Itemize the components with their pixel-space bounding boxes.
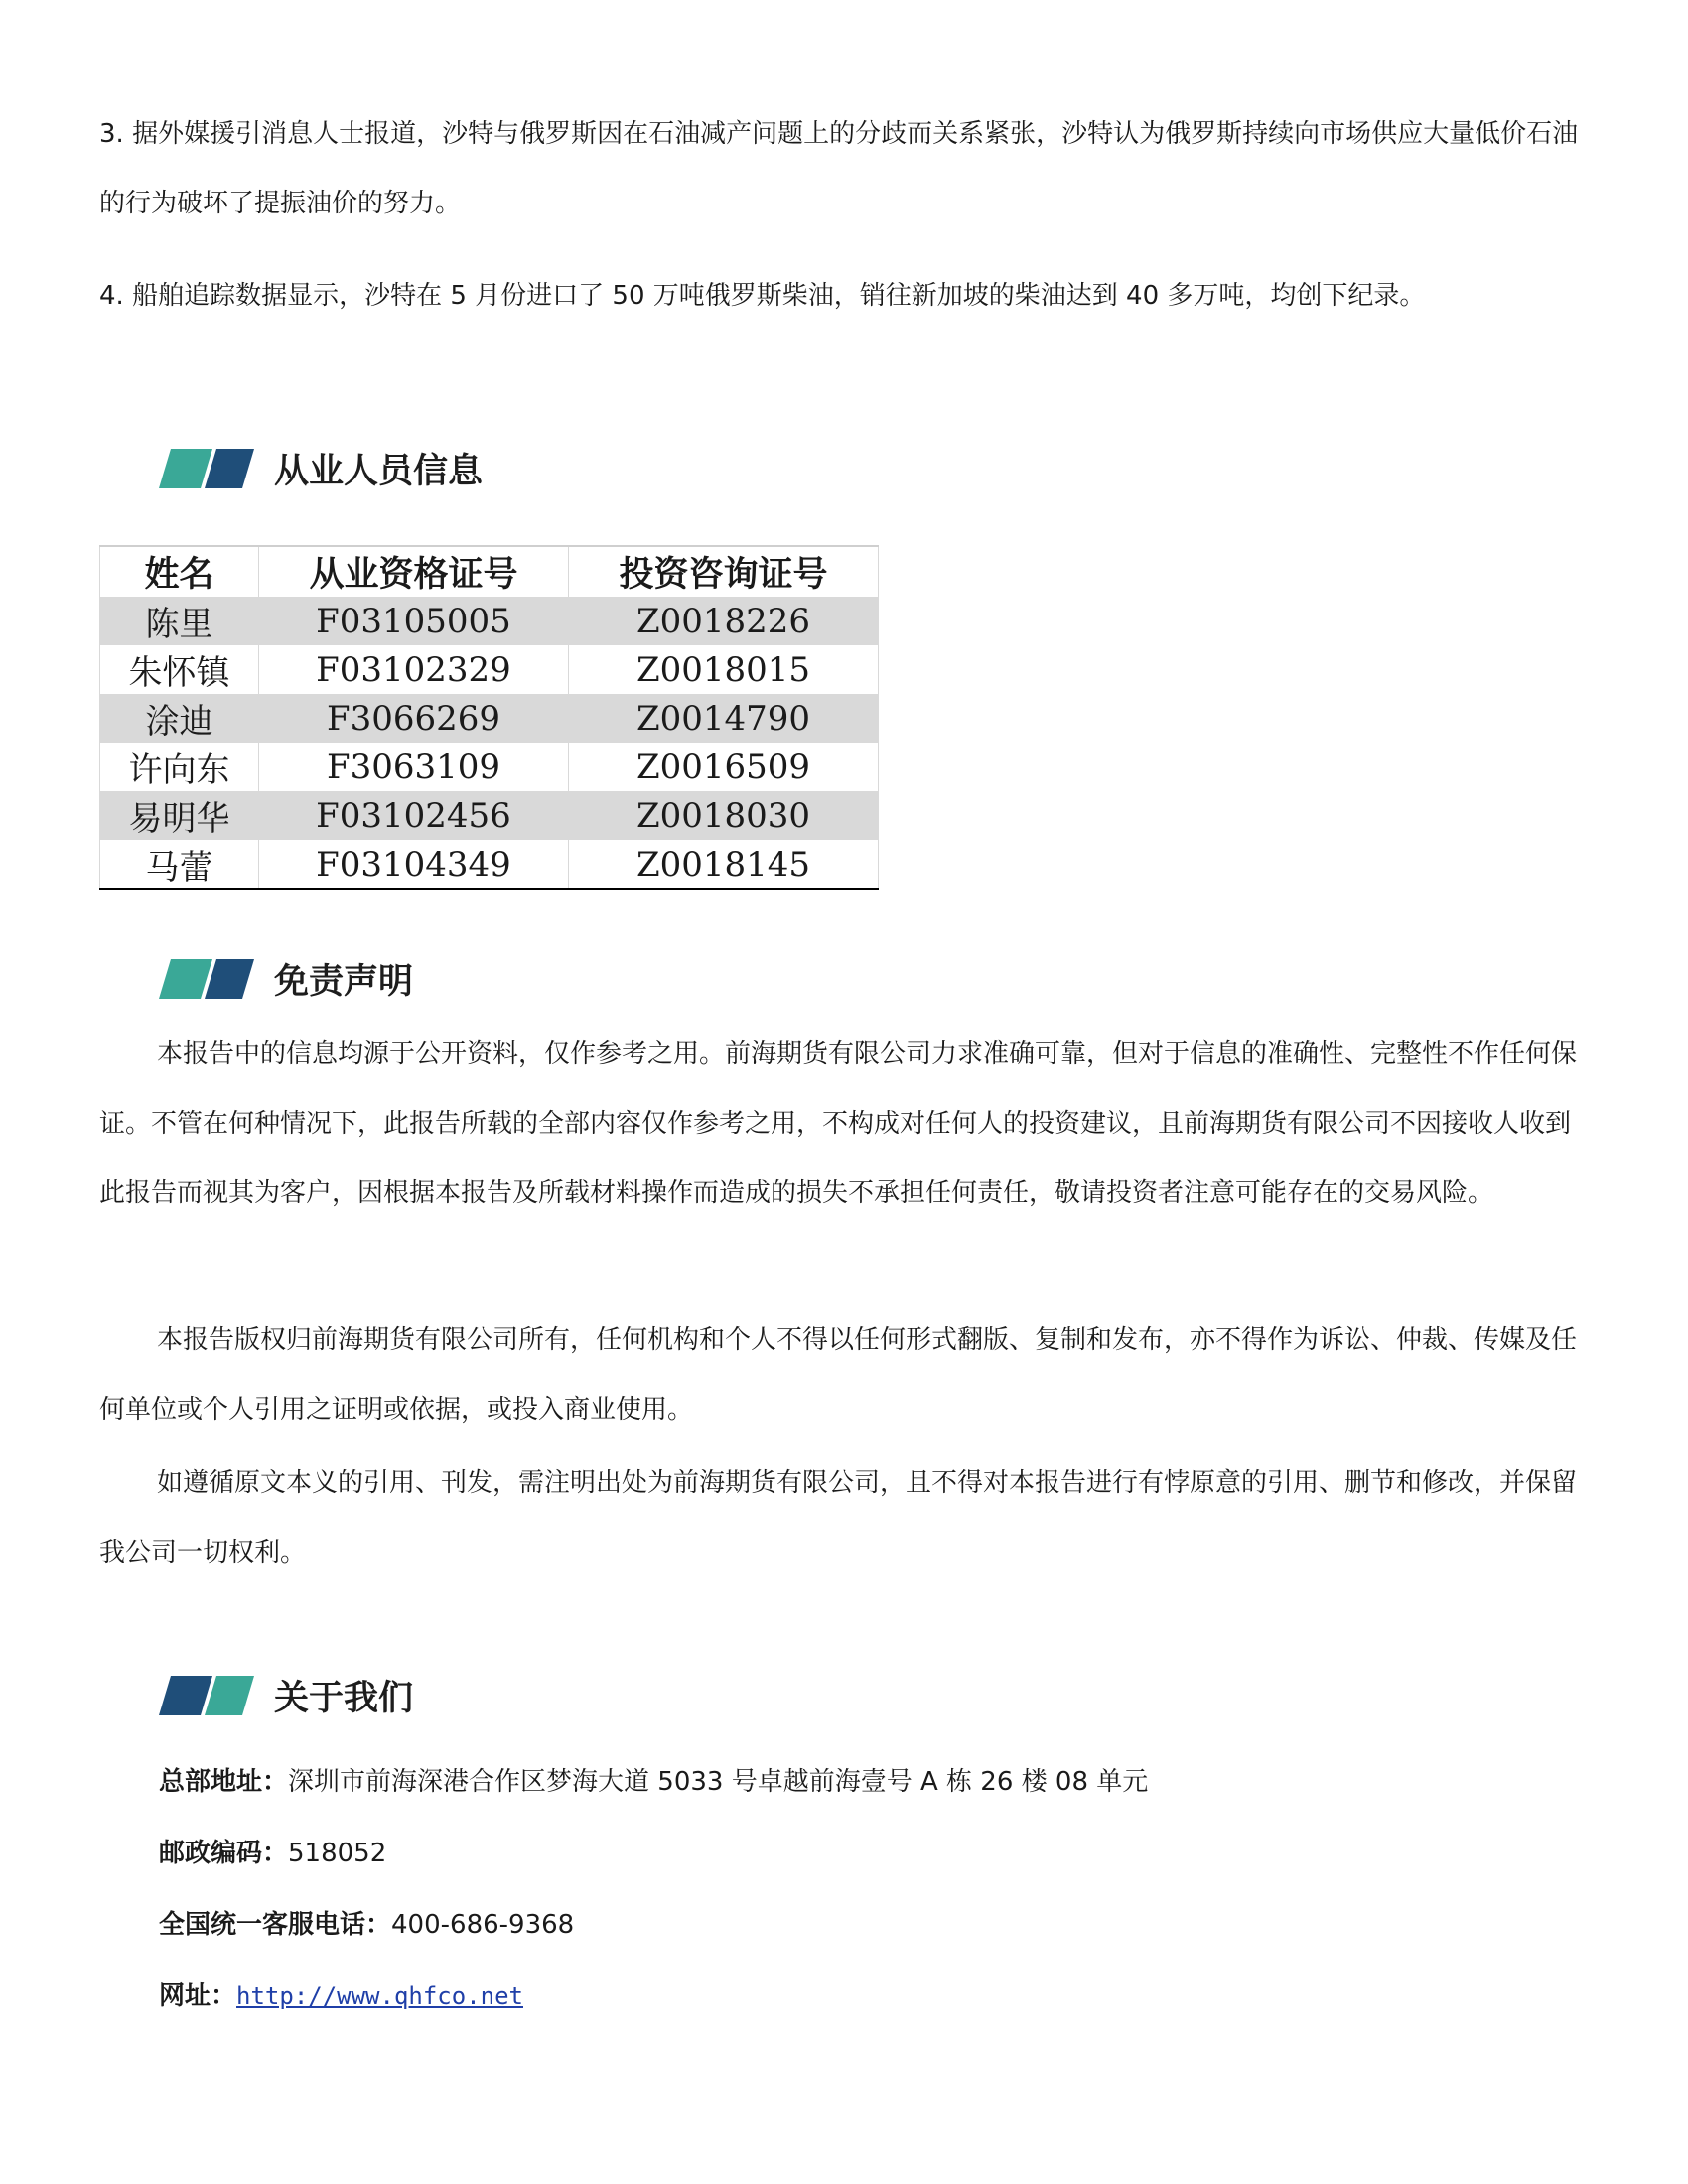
about-section-header	[159, 1671, 413, 1720]
section-title-disclaimer: 免责声明	[274, 962, 414, 1002]
consulting-number: Z0018015	[569, 645, 879, 694]
column-header-qualification: 从业资格证号	[259, 546, 569, 597]
disclaimer-paragraph-3: 如遵循原文本义的引用、刊发，需注明出处为前海期货有限公司，且不得对本报告进行有悖原意的引用、删节和修改，并保留我公司一切权利。	[99, 1468, 1578, 1568]
phone-line	[159, 1905, 574, 1945]
consulting-number: Z0014790	[569, 694, 879, 743]
staff-section-header	[159, 444, 483, 493]
disclaimer-section-header	[159, 954, 413, 1004]
address-line	[159, 1762, 1148, 1802]
consulting-number: Z0018226	[569, 597, 879, 645]
news-item-4: 4. 船舶追踪数据显示，沙特在 5 月份进口了 50 万吨俄罗斯柴油，销往新加坡的柴油达到 40 多万吨，均创下纪录。	[99, 281, 1426, 311]
staff-name: 许向东	[100, 743, 259, 791]
staff-name: 朱怀镇	[100, 645, 259, 694]
qualification-number: F03104349	[259, 840, 569, 889]
disclaimer-paragraph-2: 本报告版权归前海期货有限公司所有，任何机构和个人不得以任何形式翻版、复制和发布，亦不得作为诉讼、仲裁、传媒及任何单位或个人引用之证明或依据，或投入商业使用。	[99, 1325, 1578, 1425]
website-line	[159, 1977, 523, 2016]
qualification-number: F03105005	[259, 597, 569, 645]
website-link[interactable]: http://www.qhfco.net	[236, 1982, 523, 2010]
table-row	[100, 645, 879, 694]
section-title-about: 关于我们	[274, 1679, 414, 1718]
consulting-number: Z0018145	[569, 840, 879, 889]
staff-table	[99, 545, 879, 890]
qualification-number: F3063109	[259, 743, 569, 791]
table-row	[100, 597, 879, 645]
qualification-number: F3066269	[259, 694, 569, 743]
section-marker-icon	[159, 447, 254, 490]
phone-value: 400-686-9368	[391, 1910, 575, 1940]
section-marker-icon	[159, 1674, 254, 1717]
postcode-label: 邮政编码：	[159, 1839, 289, 1868]
address-label: 总部地址：	[159, 1767, 289, 1797]
table-row	[100, 743, 879, 791]
table-row	[100, 791, 879, 840]
staff-name: 易明华	[100, 791, 259, 840]
table-header-row	[100, 546, 879, 597]
website-label: 网址：	[159, 1981, 237, 2011]
postcode-line	[159, 1834, 386, 1873]
consulting-number: Z0016509	[569, 743, 879, 791]
address-value: 深圳市前海深港合作区梦海大道 5033 号卓越前海壹号 A 栋 26 楼 08 单元	[288, 1767, 1149, 1797]
consulting-number: Z0018030	[569, 791, 879, 840]
disclaimer-paragraph-1: 本报告中的信息均源于公开资料，仅作参考之用。前海期货有限公司力求准确可靠，但对于信息的准确性、完整性不作任何保证。不管在何种情况下，此报告所载的全部内容仅作参考之用，不构成对任何人的投资建议，且前海期货有限公司不因接收人收到此报告而视其为客户，因根据本报告及所载材料操作而造成的损失不承担任何责任，敬请投资者注意可能存在的交易风险。	[99, 1039, 1578, 1208]
news-item-3: 3. 据外媒援引消息人士报道，沙特与俄罗斯因在石油减产问题上的分歧而关系紧张，沙特认为俄罗斯持续向市场供应大量低价石油的行为破坏了提振油价的努力。	[99, 119, 1579, 218]
staff-name: 马蕾	[100, 840, 259, 889]
qualification-number: F03102329	[259, 645, 569, 694]
section-title-staff: 从业人员信息	[274, 452, 484, 491]
column-header-consulting: 投资咨询证号	[569, 546, 879, 597]
postcode-value: 518052	[288, 1839, 387, 1868]
section-marker-icon	[159, 957, 254, 1001]
table-row	[100, 840, 879, 889]
table-row	[100, 694, 879, 743]
phone-label: 全国统一客服电话：	[159, 1910, 392, 1940]
staff-name: 涂迪	[100, 694, 259, 743]
staff-name: 陈里	[100, 597, 259, 645]
qualification-number: F03102456	[259, 791, 569, 840]
column-header-name: 姓名	[100, 546, 259, 597]
